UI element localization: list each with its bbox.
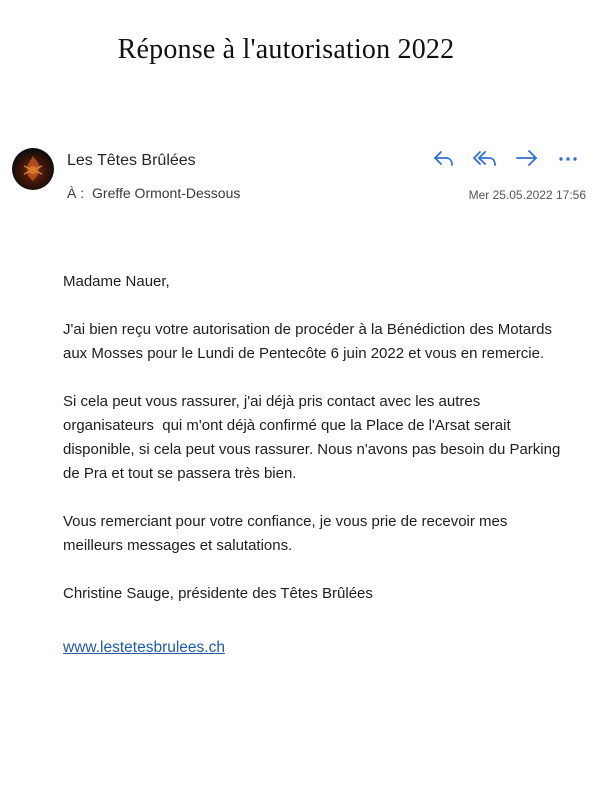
sender-name: Les Têtes Brûlées xyxy=(67,152,196,169)
more-icon[interactable] xyxy=(554,146,582,170)
sent-date: Mer 25.05.2022 17:56 xyxy=(468,188,586,202)
paragraph-1: J'ai bien reçu votre autorisation de procéder à la Bénédiction des Motards aux Mosses pour le Lundi de Pentecôte 6 juin 2022 et vous en remercie. xyxy=(63,321,557,362)
greeting: Madame Nauer, xyxy=(63,273,170,290)
to-label: À : xyxy=(67,185,85,201)
page-title: Réponse à l'autorisation 2022 xyxy=(117,34,455,65)
email-header xyxy=(12,146,588,212)
paragraph-2: Si cela peut vous rassurer, j'ai déjà pris contact avec les autres organisateurs qui m'ont déjà confirmé que la Place de l'Arsat serait disponible, si cela peut vous rassurer. Nous n'avons pas besoin du Parking de Pra et tout se passera très bien. xyxy=(63,393,565,482)
sender-avatar[interactable] xyxy=(12,148,54,190)
recipient-line xyxy=(67,185,244,201)
signature: Christine Sauge, présidente des Têtes Brûlées xyxy=(63,585,373,602)
flame-logo-icon xyxy=(12,148,54,190)
reply-icon[interactable] xyxy=(430,146,458,170)
website-link[interactable]: www.lestetesbrulees.ch xyxy=(63,639,225,656)
reply-all-icon[interactable] xyxy=(471,146,499,170)
paragraph-3: Vous remerciant pour votre confiance, je vous prie de recevoir mes meilleurs messages et salutations. xyxy=(63,513,512,554)
recipient-name: Greffe Ormont-Dessous xyxy=(92,185,241,201)
email-body xyxy=(63,270,563,660)
message-actions xyxy=(421,146,582,172)
forward-icon[interactable] xyxy=(513,146,541,170)
